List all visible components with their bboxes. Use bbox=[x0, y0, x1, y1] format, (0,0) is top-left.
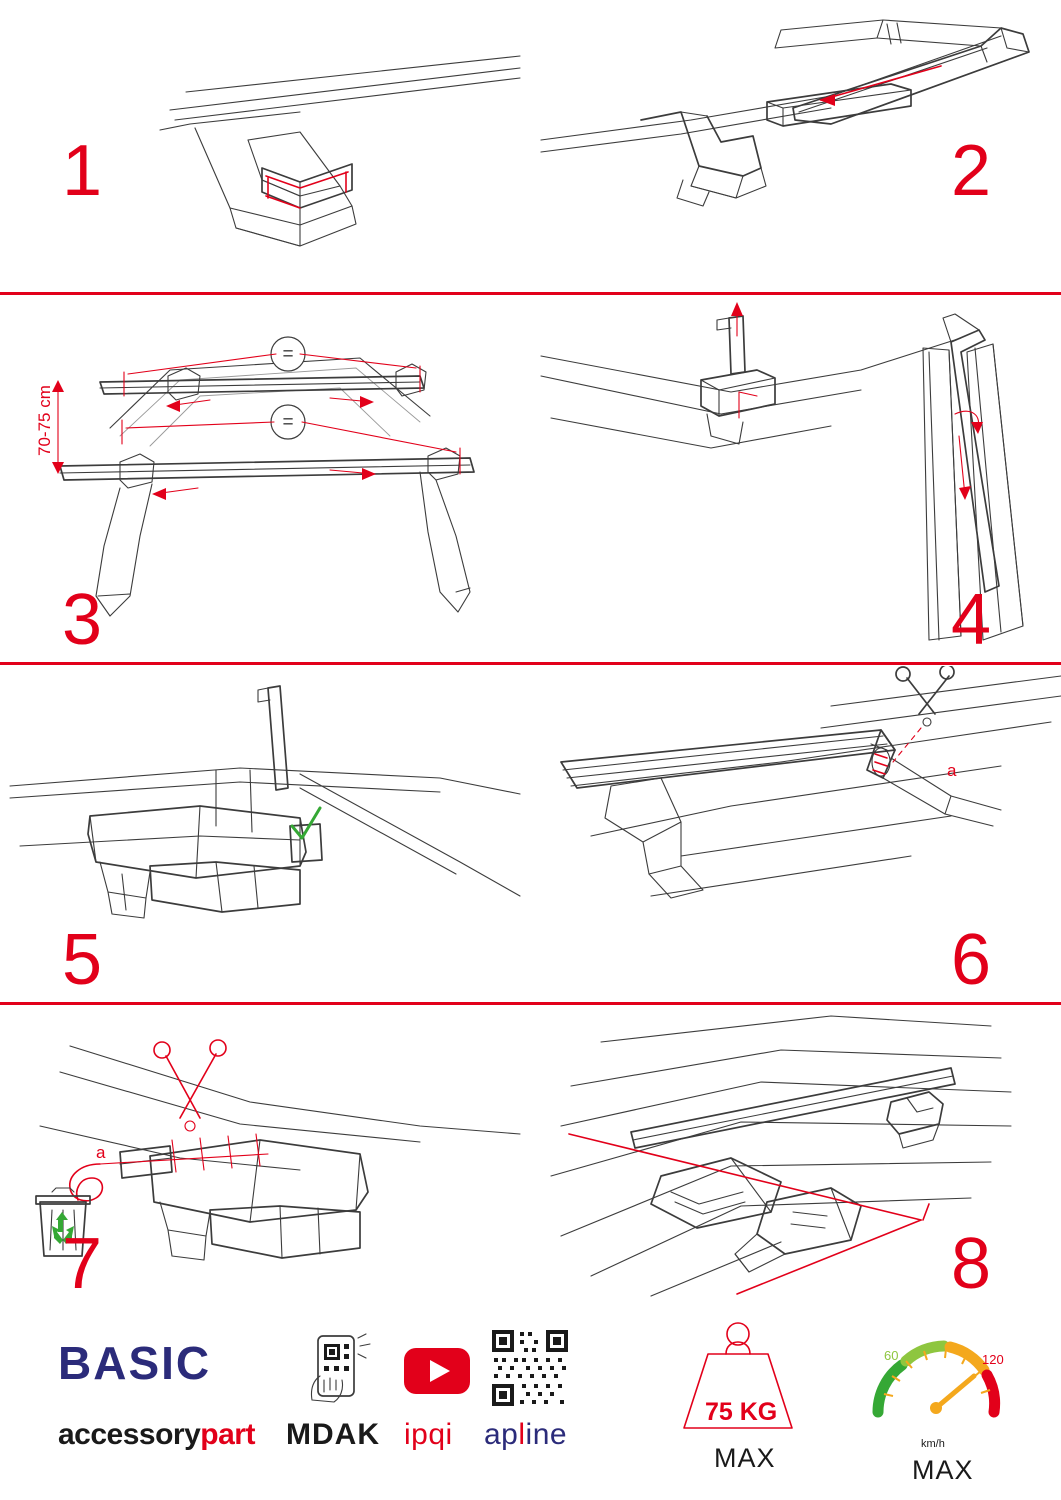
dimension-label: 70-75 cm bbox=[35, 385, 54, 456]
footer bbox=[0, 1300, 1061, 1500]
qr-phone-icon bbox=[300, 1332, 380, 1408]
speed-max-label: MAX bbox=[912, 1455, 974, 1485]
divider-2 bbox=[0, 662, 1061, 665]
youtube-icon[interactable] bbox=[404, 1348, 470, 1394]
step-number-6: 6 bbox=[951, 920, 992, 1000]
svg-text:60: 60 bbox=[884, 1348, 899, 1363]
speedometer-icon bbox=[862, 1320, 1012, 1430]
step-panel-6 bbox=[531, 666, 1061, 1000]
load-max-label: MAX bbox=[714, 1443, 776, 1473]
step-panel-2 bbox=[531, 0, 1061, 290]
brand-sub-dark: accessory bbox=[58, 1418, 201, 1451]
part-label-a: a bbox=[947, 761, 957, 780]
partner-name-ipqi: ipqi bbox=[404, 1418, 453, 1451]
brand-sub-red: part bbox=[200, 1418, 255, 1451]
step-panel-1 bbox=[0, 0, 530, 290]
brand-title: BASIC bbox=[58, 1337, 212, 1389]
partner-name-mdak: MDAK bbox=[286, 1418, 380, 1451]
step-number-1: 1 bbox=[62, 131, 103, 211]
svg-text:=: = bbox=[282, 344, 294, 365]
step-panel-8 bbox=[531, 1006, 1061, 1300]
svg-text:=: = bbox=[282, 412, 294, 433]
step-panel-5 bbox=[0, 666, 530, 1000]
divider-1 bbox=[0, 292, 1061, 295]
step-number-4: 4 bbox=[951, 580, 992, 660]
step-number-3: 3 bbox=[62, 580, 103, 660]
step-number-7: 7 bbox=[62, 1224, 103, 1300]
step-number-2: 2 bbox=[951, 131, 992, 211]
divider-3 bbox=[0, 1002, 1061, 1005]
part-label-a: a bbox=[96, 1143, 106, 1162]
step-number-5: 5 bbox=[62, 920, 103, 1000]
step-panel-4 bbox=[531, 296, 1061, 660]
qr-code-icon bbox=[490, 1328, 570, 1408]
step-panel-3 bbox=[0, 296, 530, 660]
svg-text:120: 120 bbox=[982, 1352, 1004, 1367]
load-value: 75 KG bbox=[705, 1398, 778, 1426]
step-number-8: 8 bbox=[951, 1224, 992, 1300]
speed-unit-label: km/h bbox=[921, 1438, 945, 1450]
brand-subtitle bbox=[58, 1418, 255, 1452]
step-panel-7 bbox=[0, 1006, 530, 1300]
partner-name-apline: apline bbox=[484, 1418, 568, 1451]
